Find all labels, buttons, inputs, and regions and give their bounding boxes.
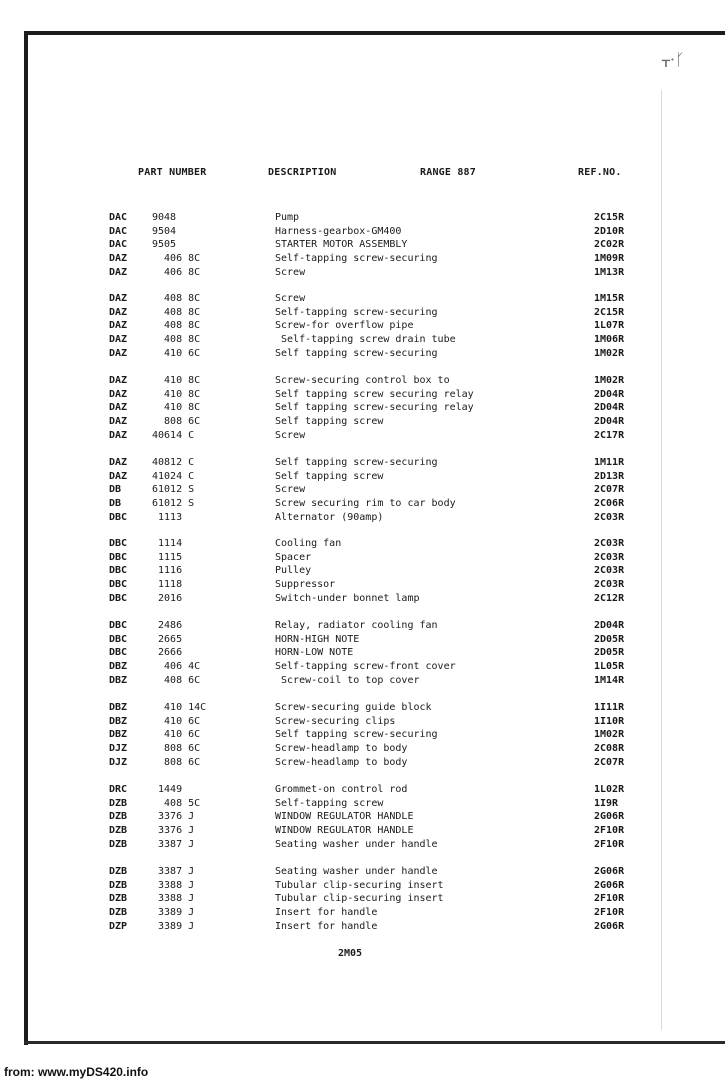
part-number: 3376 J — [152, 811, 195, 823]
part-number: 406 8C — [152, 253, 201, 265]
part-number: 1449 — [152, 784, 183, 795]
table-row — [0, 374, 725, 388]
part-description: Seating washer under handle — [275, 866, 438, 877]
ref-number: 2C12R — [594, 592, 625, 604]
part-prefix: DBZ — [109, 674, 128, 686]
table-row — [0, 497, 725, 511]
ref-number: 1M15R — [594, 293, 625, 304]
ref-number: 2D04R — [594, 416, 625, 428]
ref-number: 2C15R — [594, 306, 625, 318]
part-number: 9048 — [152, 212, 177, 223]
page-border-top — [24, 31, 725, 35]
table-row — [0, 292, 725, 306]
ref-number: 2F10R — [594, 825, 625, 837]
table-row — [0, 333, 725, 347]
part-description: Switch-under bonnet lamp — [275, 592, 420, 604]
part-prefix: DZP — [109, 920, 128, 932]
ref-number: 2F10R — [594, 893, 625, 905]
ref-number: 1M02R — [594, 729, 625, 741]
ref-number: 2G06R — [594, 811, 625, 823]
part-description: Pulley — [275, 565, 312, 577]
part-prefix: DRC — [109, 784, 128, 795]
part-prefix: DZB — [109, 825, 128, 837]
part-description: Screw securing rim to car body — [275, 498, 456, 510]
part-number: 3387 J — [152, 838, 195, 850]
table-row — [0, 551, 725, 565]
table-row — [0, 306, 725, 320]
part-prefix: DAZ — [109, 334, 128, 346]
part-prefix: DBC — [109, 579, 128, 591]
ref-number: 2D04R — [594, 402, 625, 414]
table-row — [0, 401, 725, 415]
part-prefix: DBZ — [109, 715, 128, 727]
part-prefix: DBC — [109, 633, 128, 645]
part-number: 3387 J — [152, 866, 195, 877]
ref-number: 1M02R — [594, 347, 625, 359]
part-description: Tubular clip-securing insert — [275, 893, 444, 905]
part-prefix: DZB — [109, 893, 128, 905]
part-prefix: DAZ — [109, 266, 128, 278]
part-prefix: DB — [109, 498, 122, 510]
table-row — [0, 742, 725, 756]
ref-number: 1M14R — [594, 674, 625, 686]
part-description: Screw — [275, 293, 306, 304]
part-prefix: DZB — [109, 866, 128, 877]
part-description: Screw — [275, 484, 306, 496]
part-description: Self tapping screw — [275, 416, 384, 428]
table-row — [0, 564, 725, 578]
part-number: 410 8C — [152, 402, 201, 414]
part-number: 410 6C — [152, 729, 201, 741]
ref-number: 1L07R — [594, 320, 625, 332]
part-description: Cooling fan — [275, 538, 342, 549]
part-prefix: DBZ — [109, 661, 128, 673]
part-description: Screw-coil to top cover — [275, 674, 420, 686]
table-row — [0, 810, 725, 824]
ref-number: 1I9R — [594, 797, 619, 809]
table-row — [0, 537, 725, 551]
part-prefix: DAZ — [109, 416, 128, 428]
table-row — [0, 388, 725, 402]
part-number: 2016 — [152, 592, 183, 604]
part-prefix: DBZ — [109, 729, 128, 741]
ref-number: 2F10R — [594, 907, 625, 919]
table-row — [0, 892, 725, 906]
part-number: 1114 — [152, 538, 183, 549]
part-prefix: DZB — [109, 811, 128, 823]
part-prefix: DBC — [109, 620, 128, 631]
header-description: DESCRIPTION — [268, 167, 337, 178]
part-number: 3389 J — [152, 920, 195, 932]
ref-number: 2C07R — [594, 484, 625, 496]
table-row — [0, 319, 725, 333]
table-row — [0, 674, 725, 688]
part-description: WINDOW REGULATOR HANDLE — [275, 811, 414, 823]
table-row — [0, 429, 725, 443]
table-row — [0, 252, 725, 266]
ref-number: 2C08R — [594, 743, 625, 755]
ref-number: 2D05R — [594, 647, 625, 659]
part-number: 61012 S — [152, 498, 195, 510]
ref-number: 2D05R — [594, 633, 625, 645]
part-number: 3388 J — [152, 879, 195, 891]
part-prefix: DBZ — [109, 702, 128, 713]
part-description: Self tapping screw — [275, 470, 384, 482]
part-number: 3376 J — [152, 825, 195, 837]
table-row — [0, 578, 725, 592]
table-row — [0, 715, 725, 729]
page-border-bottom — [24, 1041, 725, 1044]
part-description: Spacer — [275, 551, 312, 563]
ref-number: 2D13R — [594, 470, 625, 482]
table-row — [0, 415, 725, 429]
table-row — [0, 824, 725, 838]
part-number: 2665 — [152, 633, 183, 645]
part-description: Self-tapping screw-front cover — [275, 661, 456, 673]
part-number: 40614 C — [152, 429, 195, 441]
part-number: 2666 — [152, 647, 183, 659]
part-description: Pump — [275, 212, 300, 223]
part-number: 808 6C — [152, 743, 201, 755]
ref-number: 1M11R — [594, 457, 625, 468]
table-row — [0, 225, 725, 239]
part-description: Screw-securing control box to — [275, 375, 450, 386]
table-row — [0, 865, 725, 879]
part-description: Insert for handle — [275, 920, 378, 932]
part-number: 1118 — [152, 579, 183, 591]
part-number: 408 8C — [152, 320, 201, 332]
part-number: 9505 — [152, 239, 177, 251]
part-number: 406 4C — [152, 661, 201, 673]
ref-number: 1L05R — [594, 661, 625, 673]
part-number: 410 8C — [152, 375, 201, 386]
ref-number: 2D10R — [594, 225, 625, 237]
table-row — [0, 470, 725, 484]
part-description: Self-tapping screw-securing — [275, 253, 438, 265]
part-number: 41024 C — [152, 470, 195, 482]
corner-scan-mark: ᚁ·ᚴ — [662, 50, 685, 69]
part-prefix: DAZ — [109, 320, 128, 332]
table-row — [0, 701, 725, 715]
ref-number: 2C03R — [594, 579, 625, 591]
part-number: 808 6C — [152, 416, 201, 428]
part-prefix: DAZ — [109, 402, 128, 414]
part-prefix: DB — [109, 484, 122, 496]
part-prefix: DAZ — [109, 253, 128, 265]
part-prefix: DAC — [109, 239, 128, 251]
ref-number: 2C03R — [594, 565, 625, 577]
part-description: Self tapping screw-securing — [275, 347, 438, 359]
table-row — [0, 920, 725, 934]
part-description: Self tapping screw-securing — [275, 457, 438, 468]
part-prefix: DAZ — [109, 429, 128, 441]
part-description: Screw — [275, 429, 306, 441]
table-row — [0, 646, 725, 660]
part-description: Grommet-on control rod — [275, 784, 408, 795]
table-row — [0, 266, 725, 280]
part-description: Tubular clip-securing insert — [275, 879, 444, 891]
part-description: Self-tapping screw drain tube — [275, 334, 456, 346]
part-number: 408 5C — [152, 797, 201, 809]
part-number: 61012 S — [152, 484, 195, 496]
part-prefix: DAZ — [109, 388, 128, 400]
part-number: 2486 — [152, 620, 183, 631]
part-number: 1115 — [152, 551, 183, 563]
part-prefix: DZB — [109, 797, 128, 809]
ref-number: 1M02R — [594, 375, 625, 386]
part-prefix: DBC — [109, 551, 128, 563]
table-row — [0, 660, 725, 674]
header-part-number: PART NUMBER — [138, 167, 207, 178]
part-number: 3389 J — [152, 907, 195, 919]
part-prefix: DBC — [109, 538, 128, 549]
part-description: Self tapping screw-securing — [275, 729, 438, 741]
part-prefix: DZB — [109, 879, 128, 891]
part-prefix: DAZ — [109, 457, 128, 468]
part-description: HORN-LOW NOTE — [275, 647, 354, 659]
table-row — [0, 211, 725, 225]
table-row — [0, 633, 725, 647]
part-description: Screw — [275, 266, 306, 278]
part-description: Relay, radiator cooling fan — [275, 620, 438, 631]
part-number: 410 6C — [152, 347, 201, 359]
table-row — [0, 347, 725, 361]
ref-number: 2C03R — [594, 538, 625, 549]
header-range: RANGE 887 — [420, 167, 476, 178]
part-number: 40812 C — [152, 457, 195, 468]
part-number: 410 6C — [152, 715, 201, 727]
table-row — [0, 592, 725, 606]
part-description: Insert for handle — [275, 907, 378, 919]
ref-number: 2C03R — [594, 511, 625, 523]
part-description: Screw-headlamp to body — [275, 743, 408, 755]
part-prefix: DBC — [109, 647, 128, 659]
part-number: 408 8C — [152, 334, 201, 346]
part-description: Harness-gearbox-GM400 — [275, 225, 402, 237]
part-number: 1113 — [152, 511, 183, 523]
ref-number: 2C17R — [594, 429, 625, 441]
table-row — [0, 756, 725, 770]
part-number: 9504 — [152, 225, 177, 237]
part-number: 3388 J — [152, 893, 195, 905]
part-prefix: DBC — [109, 511, 128, 523]
ref-number: 2G06R — [594, 879, 625, 891]
part-description: WINDOW REGULATOR HANDLE — [275, 825, 414, 837]
part-number: 1116 — [152, 565, 183, 577]
part-prefix: DAZ — [109, 293, 128, 304]
table-row — [0, 619, 725, 633]
table-row — [0, 728, 725, 742]
ref-number: 2C03R — [594, 551, 625, 563]
ref-number: 1I11R — [594, 702, 625, 713]
ref-number: 2C06R — [594, 498, 625, 510]
part-number: 408 8C — [152, 306, 201, 318]
source-footer: from: www.myDS420.info — [4, 1065, 149, 1079]
part-description: Screw-securing guide block — [275, 702, 432, 713]
part-prefix: DBC — [109, 592, 128, 604]
part-description: Self tapping screw securing relay — [275, 388, 474, 400]
part-number: 410 8C — [152, 388, 201, 400]
table-row — [0, 906, 725, 920]
ref-number: 2G06R — [594, 866, 625, 877]
part-description: Self-tapping screw-securing — [275, 306, 438, 318]
ref-number: 1M09R — [594, 253, 625, 265]
part-prefix: DAZ — [109, 347, 128, 359]
part-description: HORN-HIGH NOTE — [275, 633, 360, 645]
ref-number: 2D04R — [594, 388, 625, 400]
ref-number: 1L02R — [594, 784, 625, 795]
part-prefix: DJZ — [109, 756, 128, 768]
part-description: Suppressor — [275, 579, 336, 591]
part-number: 408 8C — [152, 293, 201, 304]
ref-number: 2C07R — [594, 756, 625, 768]
ref-number: 2D04R — [594, 620, 625, 631]
part-description: STARTER MOTOR ASSEMBLY — [275, 239, 408, 251]
part-prefix: DAZ — [109, 306, 128, 318]
part-description: Self tapping screw-securing relay — [275, 402, 474, 414]
part-number: 406 8C — [152, 266, 201, 278]
ref-number: 1I10R — [594, 715, 625, 727]
part-prefix: DJZ — [109, 743, 128, 755]
part-prefix: DAC — [109, 225, 128, 237]
part-prefix: DAC — [109, 212, 128, 223]
table-row — [0, 238, 725, 252]
part-prefix: DAZ — [109, 470, 128, 482]
part-prefix: DZB — [109, 838, 128, 850]
ref-number: 1M13R — [594, 266, 625, 278]
part-description: Self-tapping screw — [275, 797, 384, 809]
ref-number: 1M06R — [594, 334, 625, 346]
part-description: Alternator (90amp) — [275, 511, 384, 523]
part-number: 410 14C — [152, 702, 207, 713]
part-number: 808 6C — [152, 756, 201, 768]
part-description: Screw-headlamp to body — [275, 756, 408, 768]
ref-number: 2C15R — [594, 212, 625, 223]
table-row — [0, 879, 725, 893]
part-number: 408 6C — [152, 674, 201, 686]
part-description: Seating washer under handle — [275, 838, 438, 850]
table-row — [0, 838, 725, 852]
part-prefix: DBC — [109, 565, 128, 577]
ref-number: 2G06R — [594, 920, 625, 932]
table-row — [0, 797, 725, 811]
table-row — [0, 511, 725, 525]
part-prefix: DAZ — [109, 375, 128, 386]
table-row — [0, 783, 725, 797]
ref-number: 2C02R — [594, 239, 625, 251]
part-description: Screw-for overflow pipe — [275, 320, 414, 332]
table-row — [0, 483, 725, 497]
header-ref-no: REF.NO. — [578, 167, 622, 178]
part-prefix: DZB — [109, 907, 128, 919]
part-description: Screw-securing clips — [275, 715, 396, 727]
table-row — [0, 456, 725, 470]
page-number: 2M05 — [338, 948, 363, 959]
ref-number: 2F10R — [594, 838, 625, 850]
